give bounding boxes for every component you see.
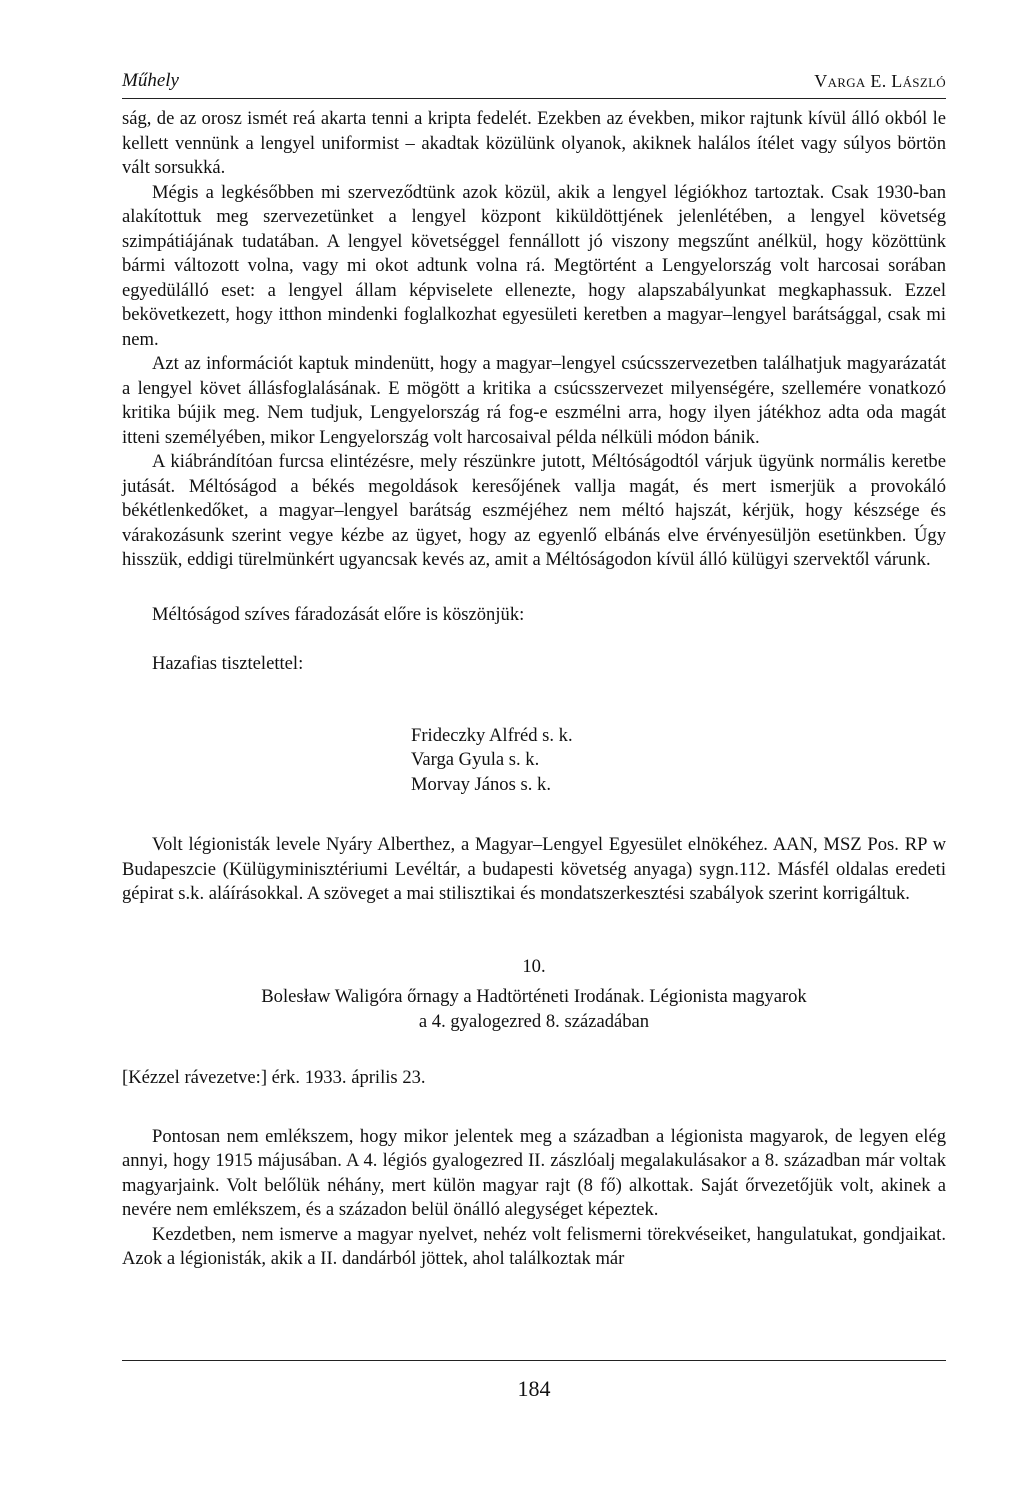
paragraph: A kiábrándítóan furcsa elintézésre, mely részünkre jutott, Méltóságodtól várjuk ügyünk normális keretbe jutását. Méltóságod a békés megoldások keresőjének vallja magát, és mert ismerjük a provokáló békétlenkedőket, a magyar–lengyel barátság eszméjéhez nem méltó hajszát, kérjük, hogy készsége és várakozásunk szerint vegye kézbe az ügyet, hogy az egyenlő elbánás elve érvényesüljön esetünkben. Úgy hisszük, eddigi türelmünkért ugyancsak kevés az, amit a Méltóságodon kívül álló külügyi szervektől várunk. <box>122 451 946 570</box>
closing-thanks: Méltóságod szíves fáradozását előre is köszönjük: <box>152 603 525 625</box>
paragraph: Azt az információt kaptuk mindenütt, hogy a magyar–lengyel csúcsszervezetben találhatjuk magyarázatát a lengyel követ állásfoglalásának. E mögött a kritika a csúcsszervezet milyenségére, szellemére vonatkozó kritika bújik meg. Nem tudjuk, Lengyelország rá fog-e eszmélni arra, hogy ilyen játékhoz adta oda magát itteni személyében, mikor Lengyelország volt harcosaival példa nélküli módon bánik. <box>122 353 946 448</box>
paragraph: ság, de az orosz ismét reá akarta tenni a kripta fedelét. Ezekben az években, mikor rajtunk kívül álló okból le kellett vennünk a lengyel uniformist – akadtak közülünk olyanok, akiknek halálos ítélet vagy súlyos börtön vált sorsukká. <box>122 108 946 178</box>
book-page <box>122 60 946 1460</box>
received-note: [Kézzel rávezetve:] érk. 1933. április 23. <box>122 1067 426 1088</box>
paragraph: Pontosan nem emlékszem, hogy mikor jelentek meg a században a légionista magyarok, de legyen elég annyi, hogy 1915 májusában. A 4. légiós gyalogezred II. zászlóalj megalakulásakor a 8. században már voltak magyarjaink. Volt belőlük néhány, mert külön magyar rajt (8 fő) alkottak. Saját őrvezetőjük volt, akinek a nevére nem emlékszem, és a századon belül önálló alegységet képeztek. <box>122 1125 946 1220</box>
document-title-line: a 4. gyalogezred 8. századában <box>418 1010 650 1032</box>
author-name: Varga E. László <box>814 71 946 91</box>
signature-line: Varga Gyula s. k. <box>411 749 540 770</box>
signature-line: Frideczky Alfréd s. k. <box>411 724 573 746</box>
document-number: 10. <box>522 955 546 977</box>
footer-divider <box>122 1360 946 1361</box>
document-title-line: Bolesław Waligóra őrnagy a Hadtörténeti Irodának. Légionista magyarok <box>261 986 807 1007</box>
document-body <box>122 1125 946 1272</box>
document-heading <box>122 955 946 1035</box>
page-number: 184 <box>517 1376 551 1401</box>
section-title: Műhely <box>122 70 179 91</box>
letter-body <box>122 107 946 573</box>
signature-block <box>411 724 946 798</box>
source-note <box>122 833 946 907</box>
running-header <box>122 60 946 99</box>
closing-salutation: Hazafias tisztelettel: <box>152 653 304 674</box>
paragraph: Kezdetben, nem ismerve a magyar nyelvet, nehéz volt felismerni törekvéseiket, hangulatukat, gondjaikat. Azok a légionisták, akik a II. dandárból jöttek, ahol találkoztak már <box>122 1223 946 1269</box>
paragraph: Mégis a legkésőbben mi szerveződtünk azok közül, akik a lengyel légiókhoz tartoztak. Csak 1930-ban alakítottuk meg szervezetünket a lengyel központ kiküldöttjének jelenlétében, a lengyel követség szimpátiájának tudatában. A lengyel követséggel fennállott jó viszony megszűnt anélkül, hogy közöttünk bármi változott volna, vagy mi okot adtunk volna rá. Megtörtént a Lengyelország volt harcosai sorában egyedülálló eset: a lengyel állam képviselete ellenezte, hogy alapszabályunkat megkaphassuk. Ezzel bekövetkezett, hogy itthon mindenki foglalkozhat egyesületi keretben a magyar–lengyel barátsággal, csak mi nem. <box>122 181 946 350</box>
source-note-text: Volt légionisták levele Nyáry Alberthez, a Magyar–Lengyel Egyesület elnökéhez. AAN, MSZ Pos. RP w Budapeszcie (Külügyminisztériumi Levéltár, a budapesti követség anyaga) sygn.112. Másfél oldalas eredeti gépirat s.k. aláírásokkal. A szöveget a mai stilisztikai és mondatszerkesztési szabályok szerint korrigáltuk. <box>122 834 946 904</box>
signature-line: Morvay János s. k. <box>411 773 551 795</box>
